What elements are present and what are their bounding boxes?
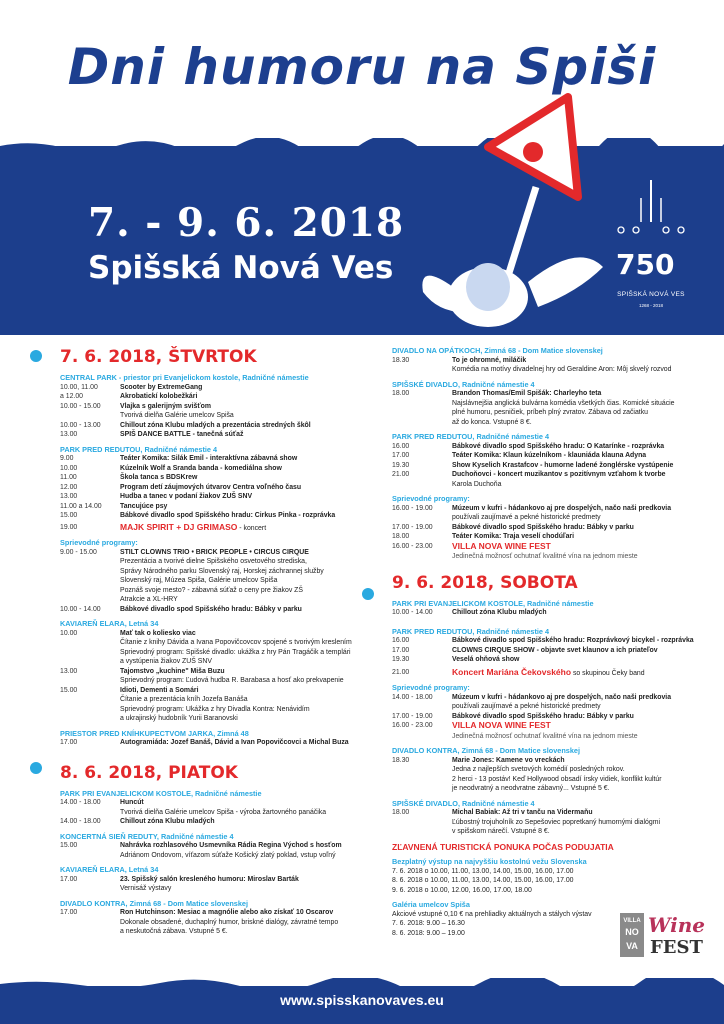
- schedule-row: [60, 884, 360, 894]
- row-text: Marie Jones: Kamene vo vreckách: [452, 756, 565, 764]
- row-text: Teáter Komika: Klaun kúzelníkom - klauniáda klauna Adyna: [452, 452, 647, 459]
- schedule-row: [392, 365, 702, 375]
- schedule-row: [392, 418, 702, 428]
- row-text: Karola Duchoňa: [452, 480, 502, 488]
- schedule-list: [362, 442, 702, 490]
- row-text: Bábkové divadlo spod Spišského hradu: O Katarínke - rozprávka: [452, 442, 665, 450]
- schedule-row: [392, 827, 702, 837]
- schedule-row: [60, 875, 360, 885]
- row-text: Michal Babiak: Až tri v tanču na Vidermaňu: [452, 809, 593, 816]
- row-text: Hudba a tanec v podaní žiakov ZUŠ SNV: [120, 493, 253, 500]
- schedule-row: [392, 408, 702, 418]
- schedule-row: [60, 676, 360, 686]
- row-time: 10.00 - 14.00: [392, 609, 433, 616]
- schedule-list: [30, 875, 360, 894]
- schedule-row: [392, 480, 702, 490]
- row-text: Program detí záujmových útvarov Centra voľného času: [120, 483, 302, 491]
- tower-icon: [606, 180, 696, 240]
- row-text: a neskutočná zábava. Vstupné 5 €.: [120, 928, 228, 935]
- row-time: 17.00: [60, 909, 78, 916]
- schedule-row: [392, 461, 702, 471]
- row-time: 18.30: [392, 756, 410, 764]
- row-time: 13.00: [60, 431, 78, 438]
- schedule-row: [60, 473, 360, 483]
- schedule-list: [362, 636, 702, 665]
- row-time: 18.30: [392, 356, 410, 364]
- row-time: 10.00: [60, 464, 78, 472]
- venue-heading: KAVIAREŇ ELARA, Letná 34: [60, 865, 159, 874]
- row-text: Komédia na motívy divadelnej hry od Geraldine Aron: Môj skvelý rozvod: [452, 366, 672, 373]
- schedule-list: [362, 693, 702, 722]
- venue-heading: KAVIAREŇ ELARA, Letná 34: [60, 619, 159, 628]
- schedule-row: [60, 918, 360, 928]
- venue-heading: CENTRAL PARK - priestor pri Evanjelickom kostole, Radničné námestie: [60, 373, 309, 382]
- row-text: 2 herci - 13 postáv! Keď Hollywood obsadí írsky vidiek, konflikt kultúr: [452, 775, 662, 783]
- villa-nova-wine-fest-logo: VILLA NO VA Wine FEST: [620, 913, 702, 975]
- right-column: DIVADLO NA OPÁTKOCH, Zimná 68 - Dom Matice slovenskej 18.30 To je ohromné, miláčik Komédia na motívy divadelnej hry od Geraldine Aron: Môj skvelý rozvod SPIŠSKÉ DIVADLO, Radničné námestie 4 18.00 Brandon Thomas/Emil Spišák: Charleyho teta Najslávnejšia anglická bulvárna komédia všetkých čias. Komické situácie plné humoru, pesničiek, príbeh plný zvratov. Zábava od začiatku až do konca. Vstupné 8 €. PARK PRED REDUTOU, Radničné námestie 4 16.00 Bábkové divadlo spod Spišského hradu: O Katarínke - rozprávka 17.00 Teáter Komika: Klaun kúzelníkom - klauniáda klauna Adyna 19.30 Show Kyselich Krastafcov - humorne ladené žonglérske vystúpenie 21.00 Duchoňovci - koncert muzikantov s pozitívnym vzťahom k tvorbe Karola Duchoňa Sprievodné programy: 16.00 - 19.00 Múzeum v kufri - hádankovo aj pre dospelých, načo naši predkovia používali zaujímavé a pekné historické predmety 17.00 - 19.00 Bábkové divadlo spod Spišského hradu: Bábky v parku 18.00 Teáter Komika: Traja veselí chodúľari 16.00 - 23.00 VILLA NOVA WINE FEST Jedinečná možnosť ochutnať kvalitné vína na jednom mieste 9. 6. 2018, SOBOTA PARK PRI EVANJELICKOM KOSTOLE, Radničné námestie 10.00 - 14.00 Chillout zóna Klubu mladých PARK PRED REDUTOU, Radničné námestie 4 16.00 Bábkové divadlo spod Spišského hradu: Rozprávkový bicykel - rozprávka 17.00 CLOWNS CIRQUE SHOW - objavte svet klaunov a ich priateľov 19.30 Veselá ohňová show 21.00 Koncert Mariána Čekovského so skupinou Čeky band Sprievodné programy: 14.00 - 18.00 Múzeum v kufri - hádankovo aj pre dospelých, načo naši predkovia používali zaujímavé a pekné historické predmety 17.00 - 19.00 Bábkové divadlo spod Spišského hradu: Bábky v parku 16.00 - 23.00 VILLA NOVA WINE FEST Jedinečná možnosť ochutnať kvalitné vína na jednom mieste DIVADLO KONTRA, Zimná 68 - Dom Matice slovenskej 18.30 Marie Jones: Kamene vo vreckách Jedna z najlepších svetových komédií posledných rokov. 2 herci - 13 postáv! Keď Hollywood obsadí írsky vidiek, konflikt kultúr je neodvratný a neodvratne zábavný... Vstupné 5 €. SPIŠSKÉ DIVADLO, Radničné námestie 4 18.00 Michal Babiak: Až tri v tanču na Vidermaňu Ľúbostný trojuholník zo Sepešoviec popretkaný humornými dialógmi v spišskom nárečí. Vstupné 8 €. ZĽAVNENÁ TURISTICKÁ PONUKA POČAS PODUJATIA Bezplatný výstup na najvyššiu kostolnú vežu Slovenska 7. 6. 2018 o 10.00, 11.00, 13.00, 14.00, 15.00, 16.00, 17.00 8. 6. 2018 o 10.00, 11.00, 13.00, 14.00, 15.00, 16.00, 17.00 9. 6. 2018 o 10.00, 12.00, 16.00, 17.00, 18.00 Galéria umelcov Spiša Akciové vstupné 0,10 € na prehliadky aktuálnych a stálych výstav 7. 6. 2018: 9.00 – 16.30 8. 6. 2018: 9.00 – 19.00: [362, 340, 702, 938]
- row-time: a 12.00: [60, 393, 83, 400]
- schedule-row: [60, 695, 360, 705]
- row-time: 18.00: [392, 533, 410, 540]
- city-750-logo: [606, 180, 696, 320]
- row-time: [60, 657, 120, 667]
- schedule-list: [30, 841, 360, 860]
- row-time: 10.00: [60, 629, 78, 637]
- venue-heading: DIVADLO NA OPÁTKOCH, Zimná 68 - Dom Matice slovenskej: [392, 346, 603, 355]
- row-time: [60, 595, 120, 605]
- day-heading: 7. 6. 2018, ŠTVRTOK: [60, 347, 257, 367]
- row-time: [392, 418, 452, 428]
- row-time: 15.00: [60, 512, 78, 519]
- row-time: 17.00: [392, 646, 410, 654]
- left-column: [30, 340, 360, 937]
- row-text: Chillout zóna Klubu mladých: [120, 818, 215, 825]
- row-text: Brandon Thomas/Emil Spišák: Charleyho teta: [452, 390, 602, 397]
- schedule-row: [392, 451, 702, 461]
- row-text: Bábkové divadlo spod Spišského hradu: Bábky v parku: [452, 523, 634, 531]
- row-time: 19.30: [392, 656, 410, 663]
- venue-heading: KONCERTNÁ SIEŇ REDUTY, Radničné námestie 4: [60, 831, 234, 841]
- list-line: Akciové vstupné 0,10 € na prehliadky aktuálnych a stálych výstav: [392, 910, 592, 918]
- row-text: Sprievodný program: Spišské divadlo: ukážka z hry Pán Tragáčik a templári: [120, 648, 351, 656]
- venue-heading: Sprievodné programy:: [392, 683, 470, 692]
- row-time: [60, 638, 120, 648]
- row-text: Mať tak o koliesko viac: [120, 629, 196, 637]
- row-time: 17.00 - 19.00: [392, 523, 433, 531]
- row-time: [392, 408, 452, 418]
- schedule-row: [60, 686, 360, 696]
- schedule-row: [60, 927, 360, 937]
- row-time: 11.00 a 14.00: [60, 502, 102, 510]
- schedule-row: [60, 511, 360, 521]
- clown-sign-illustration: [418, 92, 608, 332]
- venue-heading: DIVADLO KONTRA, Zimná 68 - Dom Matice slovenskej: [392, 746, 581, 755]
- row-text: Duchoňovci - koncert muzikantov s pozitívnym vzťahom k tvorbe: [452, 471, 666, 478]
- venue-heading: DIVADLO KONTRA, Zimná 68 - Dom Matice slovenskej: [60, 898, 249, 908]
- logo-years: 1268 - 2018: [638, 303, 664, 308]
- row-text: používali zaujímavé a pekné historické predmety: [452, 514, 601, 521]
- row-text: Múzeum v kufri - hádankovo aj pre dospelých, načo naši predkovia: [452, 693, 672, 701]
- schedule-row: [60, 454, 360, 464]
- logo-city: SPIŠSKÁ NOVÁ VES: [617, 291, 685, 298]
- row-text: Huncút: [120, 799, 144, 806]
- venue-heading: PARK PRED REDUTOU, Radničné námestie 4: [392, 432, 550, 441]
- row-text: Chillout zóna Klubu mladých a prezentácia stredných škôl: [120, 421, 311, 429]
- row-time: [60, 705, 120, 715]
- row-text: až do konca. Vstupné 8 €.: [452, 418, 532, 426]
- schedule-row: [60, 638, 360, 648]
- row-time: [392, 818, 452, 828]
- row-time: 21.00: [392, 471, 410, 478]
- schedule-row: [392, 399, 702, 409]
- row-time: 16.00: [392, 442, 410, 450]
- footer-url[interactable]: www.spisskanovaves.eu: [280, 992, 444, 1008]
- page-title: Dni humoru na Spiši: [67, 38, 657, 96]
- schedule-list: [30, 383, 360, 440]
- list-line: 7. 6. 2018 o 10.00, 11.00, 13.00, 14.00, 15.00, 16.00, 17.00: [392, 867, 574, 875]
- row-text: STILT CLOWNS TRIO • BRICK PEOPLE • CIRCUS CIRQUE: [120, 548, 309, 556]
- row-time: 9.00 - 15.00: [60, 548, 97, 556]
- row-text: Čítanie z knihy Dávida a Ivana Popovičcovcov spojené s tvorivým kreslením: [120, 639, 352, 646]
- row-text: Show Kyselich Krastafcov - humorne ladené žonglérske vystúpenie: [452, 461, 674, 469]
- day-heading: 9. 6. 2018, SOBOTA: [392, 572, 578, 593]
- row-text: Tvorivá dielňa Galérie umelcov Spiša: [120, 412, 234, 419]
- headline-event: VILLA NOVA WINE FEST: [452, 720, 551, 730]
- schedule-row: [60, 483, 360, 493]
- schedule-row: [392, 784, 702, 794]
- row-text: a ukrajinský hudobník Yurii Baranovski: [120, 715, 238, 722]
- row-text: používali zaujímavé a pekné historické predmety: [452, 703, 601, 710]
- row-time: [392, 365, 452, 375]
- row-time: 15.00: [60, 842, 78, 849]
- list-line: 8. 6. 2018: 9.00 – 19.00: [392, 929, 465, 937]
- row-time: 14.00 - 18.00: [60, 799, 101, 806]
- schedule-list: [362, 608, 702, 618]
- row-time: 16.00 - 19.00: [392, 504, 433, 512]
- row-time: 10.00 - 15.00: [60, 402, 101, 410]
- schedule-row: [60, 629, 360, 639]
- venue-heading: PARK PRI EVANJELICKOM KOSTOLE, Radničné námestie: [392, 598, 594, 608]
- venue-heading: PARK PRED REDUTOU, Radničné námestie 4: [60, 444, 218, 454]
- schedule-row: [60, 430, 360, 440]
- row-time: [392, 765, 452, 775]
- row-time: 13.00: [60, 493, 78, 500]
- schedule-list: [30, 908, 360, 937]
- row-time: [392, 827, 452, 837]
- row-time: [60, 884, 120, 894]
- discount-heading: ZĽAVNENÁ TURISTICKÁ PONUKA POČAS PODUJATIA: [392, 841, 614, 852]
- schedule-row: [392, 523, 702, 533]
- row-time: [60, 567, 120, 577]
- schedule-row: [60, 383, 360, 393]
- row-text: Veselá ohňová show: [452, 656, 520, 663]
- row-time: 12.00: [60, 483, 78, 491]
- row-time: 14.00 - 18.00: [60, 818, 101, 825]
- schedule-row: [392, 356, 702, 366]
- schedule-row: [60, 738, 360, 748]
- row-text: Sprievodný program: Ukážka z hry Divadla Kontra: Nenávidím: [120, 705, 310, 713]
- row-text: Tancujúce psy: [120, 502, 168, 510]
- row-time: 10.00 - 13.00: [60, 421, 101, 429]
- schedule-list: [30, 629, 360, 724]
- row-text: SPIŠ DANCE BATTLE - tanečná súťaž: [120, 431, 244, 438]
- row-time: [60, 918, 120, 928]
- schedule-row: [392, 504, 702, 514]
- schedule-row: [60, 808, 360, 818]
- schedule-row: [392, 756, 702, 766]
- row-text: Najslávnejšia anglická bulvárna komédia všetkých čias. Komické situácie: [452, 399, 675, 407]
- row-text: Nahrávka rozhlasového Usmevníka Rádia Regina Východ s hosťom: [120, 842, 342, 849]
- venue-heading: SPIŠSKÉ DIVADLO, Radničné námestie 4: [392, 798, 535, 808]
- schedule-list: [362, 356, 702, 375]
- schedule-list: [30, 454, 360, 521]
- row-time: 18.00: [392, 390, 410, 397]
- venue-heading: PRIESTOR PRED KNÍHKUPECTVOM JARKA, Zimná 48: [60, 728, 249, 738]
- row-text: Kúzelník Wolf a Sranda banda - komediálna show: [120, 464, 282, 472]
- schedule-row: [60, 908, 360, 918]
- row-time: 15.00: [60, 686, 78, 694]
- schedule-row: [392, 808, 702, 818]
- row-time: [392, 513, 452, 523]
- venue-heading: SPIŠSKÉ DIVADLO, Radničné námestie 4: [392, 379, 535, 389]
- row-time: [60, 411, 120, 421]
- row-text: Idioti, Dementi a Somári: [120, 686, 199, 694]
- row-time: 17.00 - 19.00: [392, 712, 433, 720]
- row-text: Sprievodný program: Ľudová hudba R. Barabasa a hosť ako prekvapenie: [120, 677, 344, 684]
- row-text: Ron Hutchinson: Mesiac a magnólie alebo ako získať 10 Oscarov: [120, 909, 334, 916]
- row-text: v spišskom nárečí. Vstupné 8 €.: [452, 828, 550, 835]
- row-time: [60, 557, 120, 567]
- venue-heading: PARK PRI EVANJELICKOM KOSTOLE, Radničné námestie: [60, 788, 262, 798]
- row-text: 23. Spišský salón kresleného humoru: Miroslav Barták: [120, 875, 299, 883]
- row-text: Akrobatickí kolobežkári: [120, 393, 198, 400]
- row-time: [60, 851, 120, 861]
- row-text: Bábkové divadlo spod Spišského hradu: Bábky v parku: [452, 712, 634, 720]
- schedule-list: [362, 808, 702, 837]
- schedule-row: [392, 608, 702, 618]
- row-text: To je ohromné, miláčik: [452, 356, 527, 364]
- row-text: Slovenský raj, Múzea Spiša, Galérie umelcov Spiša: [120, 577, 278, 584]
- row-text: Teáter Komika: Traja veselí chodúľari: [452, 533, 575, 540]
- schedule-row: [392, 702, 702, 712]
- schedule-row: 21.00 Koncert Mariána Čekovského so skupinou Čeky band: [392, 666, 645, 677]
- schedule-row: [60, 851, 360, 861]
- row-time: [60, 808, 120, 818]
- row-time: 14.00 - 18.00: [392, 693, 433, 701]
- schedule-row: [60, 548, 360, 558]
- schedule-row: [60, 464, 360, 474]
- row-text: Tvorivá dielňa Galérie umelcov Spiša - výroba žartovného panáčika: [120, 808, 327, 816]
- schedule-row: [392, 513, 702, 523]
- row-text: Múzeum v kufri - hádankovo aj pre dospelých, načo naši predkovia: [452, 504, 672, 512]
- venue-heading: Galéria umelcov Spiša: [392, 900, 470, 909]
- venue-heading: Sprievodné programy:: [392, 494, 470, 503]
- schedule-row: [60, 841, 360, 851]
- row-time: [392, 480, 452, 490]
- row-text: Chillout zóna Klubu mladých: [452, 609, 547, 616]
- row-time: 18.00: [392, 809, 410, 816]
- plain-list: [362, 867, 702, 896]
- row-text: Prezentácia a tvorivé dielne Spišského osvetového strediska,: [120, 558, 307, 565]
- row-text: CLOWNS CIRQUE SHOW - objavte svet klaunov a ich priateľov: [452, 646, 658, 654]
- venue-heading: Bezplatný výstup na najvyššiu kostolnú vežu Slovenska: [392, 857, 587, 866]
- row-time: 10.00 - 14.00: [60, 605, 101, 613]
- schedule-list: [362, 389, 702, 427]
- schedule-row: 16.00 - 23.00 VILLA NOVA WINE FEST: [392, 540, 551, 551]
- row-text: je neodvratný a neodvratne zábavný... Vstupné 5 €.: [452, 785, 610, 792]
- schedule-row: [60, 817, 360, 827]
- row-time: [60, 586, 120, 596]
- schedule-row: [60, 492, 360, 502]
- row-time: [392, 784, 452, 794]
- schedule-row: [60, 557, 360, 567]
- schedule-row: [392, 818, 702, 828]
- row-text: Scooter by ExtremeGang: [120, 383, 203, 391]
- schedule-row: [392, 693, 702, 703]
- schedule-row: [60, 648, 360, 658]
- row-text: plné humoru, pesničiek, príbeh plný zvratov. Zábava od začiatku: [452, 409, 648, 416]
- schedule-row: [60, 502, 360, 512]
- schedule-row: [392, 765, 702, 775]
- row-time: [60, 714, 120, 724]
- row-time: 16.00: [392, 637, 410, 644]
- row-time: [60, 695, 120, 705]
- schedule-row: [392, 646, 702, 656]
- schedule-list: [362, 504, 702, 542]
- row-text: Vlajka s galerijným svišťom: [120, 402, 212, 410]
- schedule-row: [60, 595, 360, 605]
- schedule-row: [60, 798, 360, 808]
- row-text: Poznáš svoje mesto? - zábavná súťaž o ceny pre žiakov ZŠ: [120, 586, 303, 594]
- schedule-row: [60, 714, 360, 724]
- row-text: Škola tanca s BDSKrew: [120, 474, 198, 481]
- list-line: 7. 6. 2018: 9.00 – 16.30: [392, 920, 465, 927]
- venue-heading: Sprievodné programy:: [60, 538, 138, 547]
- row-time: 17.00: [60, 739, 78, 746]
- row-time: [392, 399, 452, 409]
- row-text: Čítanie a prezentácia kníh Jozefa Banáša: [120, 696, 248, 703]
- row-time: [392, 775, 452, 785]
- schedule-list: [30, 738, 360, 748]
- row-time: 11.00: [60, 474, 77, 481]
- row-time: 13.00: [60, 667, 78, 675]
- row-text: Teáter Komika: Silák Emil - interaktívna zábavná show: [120, 455, 298, 462]
- row-time: 10.00, 11.00: [60, 383, 98, 391]
- row-text: Bábkové divadlo spod Spišského hradu: Rozprávkový bicykel - rozprávka: [452, 637, 694, 644]
- list-line: 9. 6. 2018 o 10.00, 12.00, 16.00, 17.00, 18.00: [392, 886, 532, 894]
- row-time: 19.30: [392, 461, 410, 469]
- schedule-row: [392, 636, 702, 646]
- logo-number: 750: [616, 248, 675, 281]
- headline-event: Koncert Mariána Čekovského: [452, 666, 572, 677]
- row-time: 17.00: [60, 875, 78, 883]
- schedule-row: [60, 421, 360, 431]
- row-time: 17.00: [392, 452, 410, 459]
- schedule-row: [60, 411, 360, 421]
- schedule-row: [392, 470, 702, 480]
- header-area: [0, 0, 724, 335]
- row-text: Dokonale obsadené, duchaplný humor, briskné dialógy, závratné tempo: [120, 918, 339, 926]
- row-text: Atrakcie a XL-HRY: [120, 596, 178, 603]
- list-line: 8. 6. 2018 o 10.00, 11.00, 13.00, 14.00, 15.00, 16.00, 17.00: [392, 877, 574, 884]
- row-time: [60, 676, 120, 686]
- schedule-list: [30, 798, 360, 827]
- schedule-row: [392, 775, 702, 785]
- schedule-list: [30, 548, 360, 615]
- schedule-row: [60, 586, 360, 596]
- schedule-row: [392, 389, 702, 399]
- schedule-row: [60, 657, 360, 667]
- schedule-row: 16.00 - 23.00 VILLA NOVA WINE FEST: [392, 720, 551, 730]
- row-text: a vystúpenia žiakov ZUŠ SNV: [120, 658, 212, 665]
- venue-heading: PARK PRED REDUTOU, Radničné námestie 4: [392, 626, 550, 636]
- row-text: Jedna z najlepších svetových komédií posledných rokov.: [452, 766, 625, 773]
- schedule-row: [60, 392, 360, 402]
- row-text: Bábkové divadlo spod Spišského hradu: Cirkus Pinka - rozprávka: [120, 512, 336, 519]
- row-time: [60, 576, 120, 586]
- row-time: [60, 927, 120, 937]
- schedule-row: [392, 655, 702, 665]
- event-city: Spišská Nová Ves: [88, 250, 394, 286]
- schedule-row: [60, 576, 360, 586]
- schedule-row: [60, 567, 360, 577]
- schedule-row: [60, 402, 360, 412]
- schedule-row: 19.00 MAJK SPIRIT + DJ GRIMASO - koncert: [60, 521, 267, 532]
- row-text: Autogramiáda: Jozef Banáš, Dávid a Ivan Popovičcovci a Michal Buza: [120, 739, 349, 746]
- row-text: Ľúbostný trojuholník zo Sepešoviec popretkaný humornými dialógmi: [452, 818, 660, 826]
- schedule-list: [362, 756, 702, 794]
- row-time: [60, 648, 120, 658]
- headline-event: VILLA NOVA WINE FEST: [452, 540, 551, 551]
- schedule-row: [60, 605, 360, 615]
- schedule-row: [60, 667, 360, 677]
- schedule-row: [60, 705, 360, 715]
- row-text: Bábkové divadlo spod Spišského hradu: Bábky v parku: [120, 605, 302, 613]
- schedule-row: [392, 442, 702, 452]
- row-text: Tajomstvo „kuchine" Miša Buzu: [120, 667, 225, 675]
- row-text: Správy Národného parku Slovenský raj, Horskej záchrannej služby: [120, 567, 324, 575]
- row-time: 9.00: [60, 455, 74, 462]
- headline-event: MAJK SPIRIT + DJ GRIMASO: [120, 521, 238, 532]
- row-text: Vernisáž výstavy: [120, 885, 172, 892]
- day-heading: 8. 6. 2018, PIATOK: [60, 762, 238, 783]
- row-text: Adriánom Ondovom, víťazom súťaže Košický zlatý poklad, vstup voľný: [120, 851, 336, 859]
- row-time: [392, 702, 452, 712]
- event-dates: 7. - 9. 6. 2018: [88, 200, 405, 246]
